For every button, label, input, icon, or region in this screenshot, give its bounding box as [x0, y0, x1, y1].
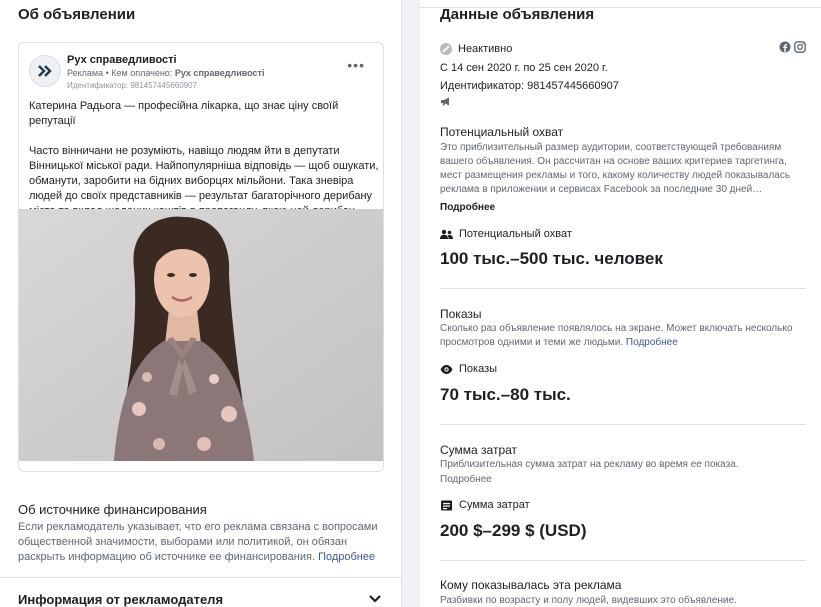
- impressions-metric-text: Показы: [459, 363, 498, 375]
- platform-icons: [779, 41, 806, 53]
- spend-value: 200 $–299 $ (USD): [440, 521, 587, 540]
- funding-text: [18, 520, 390, 565]
- eye-icon: [440, 364, 453, 375]
- reach-value: 100 тыс.–500 тыс. человек: [440, 249, 663, 268]
- reach-title: Потенциальный охват: [440, 125, 564, 139]
- column-divider: [402, 0, 420, 607]
- chevron-down-icon[interactable]: [368, 594, 382, 604]
- paid-by[interactable]: Рух справедливості: [174, 68, 265, 78]
- impressions-desc-block: [440, 322, 806, 350]
- reach-metric-text: Потенциальный охват: [459, 228, 572, 240]
- page-name[interactable]: Рух справедливості: [67, 54, 177, 66]
- advertiser-info-toggle[interactable]: Информация от рекламодателя: [18, 592, 224, 607]
- funding-desc: Если рекламодатель указывает, что его реклама связана с вопросами общественной значимости, выборами или политикой, он обязан раскрыть информацию об источнике ее финансирования.: [18, 521, 378, 563]
- status-row: [440, 42, 512, 56]
- separator: [440, 288, 806, 289]
- more-dots-icon[interactable]: •••: [347, 57, 365, 73]
- receipt-icon: [440, 500, 453, 511]
- inactive-status-icon: [440, 43, 452, 55]
- facebook-icon: [779, 41, 791, 53]
- reach-more-link[interactable]: Подробнее: [440, 202, 496, 213]
- ad-id: Идентификатор: 981457445660907: [67, 81, 198, 90]
- sponsored-label: Реклама • Кем оплачено:: [67, 68, 175, 78]
- chevron-right-logo-icon: [36, 62, 54, 80]
- audience-title: Кому показывалась эта реклама: [440, 578, 622, 592]
- reach-desc: Это приблизительный размер аудитории, соответствующей требованиям вашего объявления. Он рассчитан на основе ваших критериев таргетинга, мест размещения рекламы и того, какому количеству людей показывалась реклама в приложении и сервисах Facebook за последние 30 дней…: [440, 142, 791, 195]
- spend-more-link[interactable]: Подробнее: [440, 474, 492, 485]
- separator: [0, 577, 402, 578]
- impressions-title: Показы: [440, 307, 482, 321]
- funding-more-link[interactable]: Подробнее: [318, 551, 376, 563]
- page-logo[interactable]: [29, 55, 61, 87]
- impressions-more-link[interactable]: Подробнее: [625, 337, 678, 348]
- ad-paragraph: Катерина Радьога — професійна лікарка, що знає ціну своїй репутації: [29, 100, 339, 127]
- separator: [440, 560, 806, 561]
- ad-photo[interactable]: [19, 209, 383, 461]
- woman-portrait-image: [19, 209, 383, 461]
- reach-metric-label: [440, 228, 572, 240]
- impressions-desc: Сколько раз объявление появлялось на экране. Может включать несколько просмотров одними и теми же людьми.: [440, 323, 793, 348]
- ad-preview-card: [18, 42, 384, 472]
- status-text: Неактивно: [458, 43, 513, 55]
- audience-desc: Разбивки по возрасту и полу людей, видевших это объявление.: [440, 595, 737, 606]
- ad-paragraph: Часто вінничани не розуміють, навіщо людям йти в депутати Вінницької міської ради. Найпопулярніша відповідь — щоб ошукати, обманути, заробити на бідних виборцях мільйони. Така зневіра людей до своїх представників — результат багаторічного дерибану: [29, 145, 379, 202]
- instagram-icon: [794, 41, 806, 53]
- impressions-value: 70 тыс.–80 тыс.: [440, 385, 571, 404]
- funding-title: Об источнике финансирования: [18, 502, 207, 517]
- separator: [440, 424, 806, 425]
- about-ad-title: Об объявлении: [18, 6, 136, 23]
- impressions-metric-label: [440, 363, 497, 375]
- run-dates: С 14 сен 2020 г. по 25 сен 2020 г.: [440, 62, 608, 74]
- spend-metric-text: Сумма затрат: [459, 499, 530, 511]
- megaphone-icon: [440, 97, 451, 106]
- ad-id-right: Идентификатор: 981457445660907: [440, 80, 619, 92]
- spend-metric-label: [440, 499, 530, 511]
- spend-title: Сумма затрат: [440, 443, 518, 457]
- ad-data-title: Данные объявления: [440, 6, 595, 23]
- sponsored-line: [67, 68, 264, 78]
- people-icon: [440, 229, 453, 240]
- spend-desc: Приблизительная сумма затрат на рекламу во время ее показа.: [440, 459, 739, 470]
